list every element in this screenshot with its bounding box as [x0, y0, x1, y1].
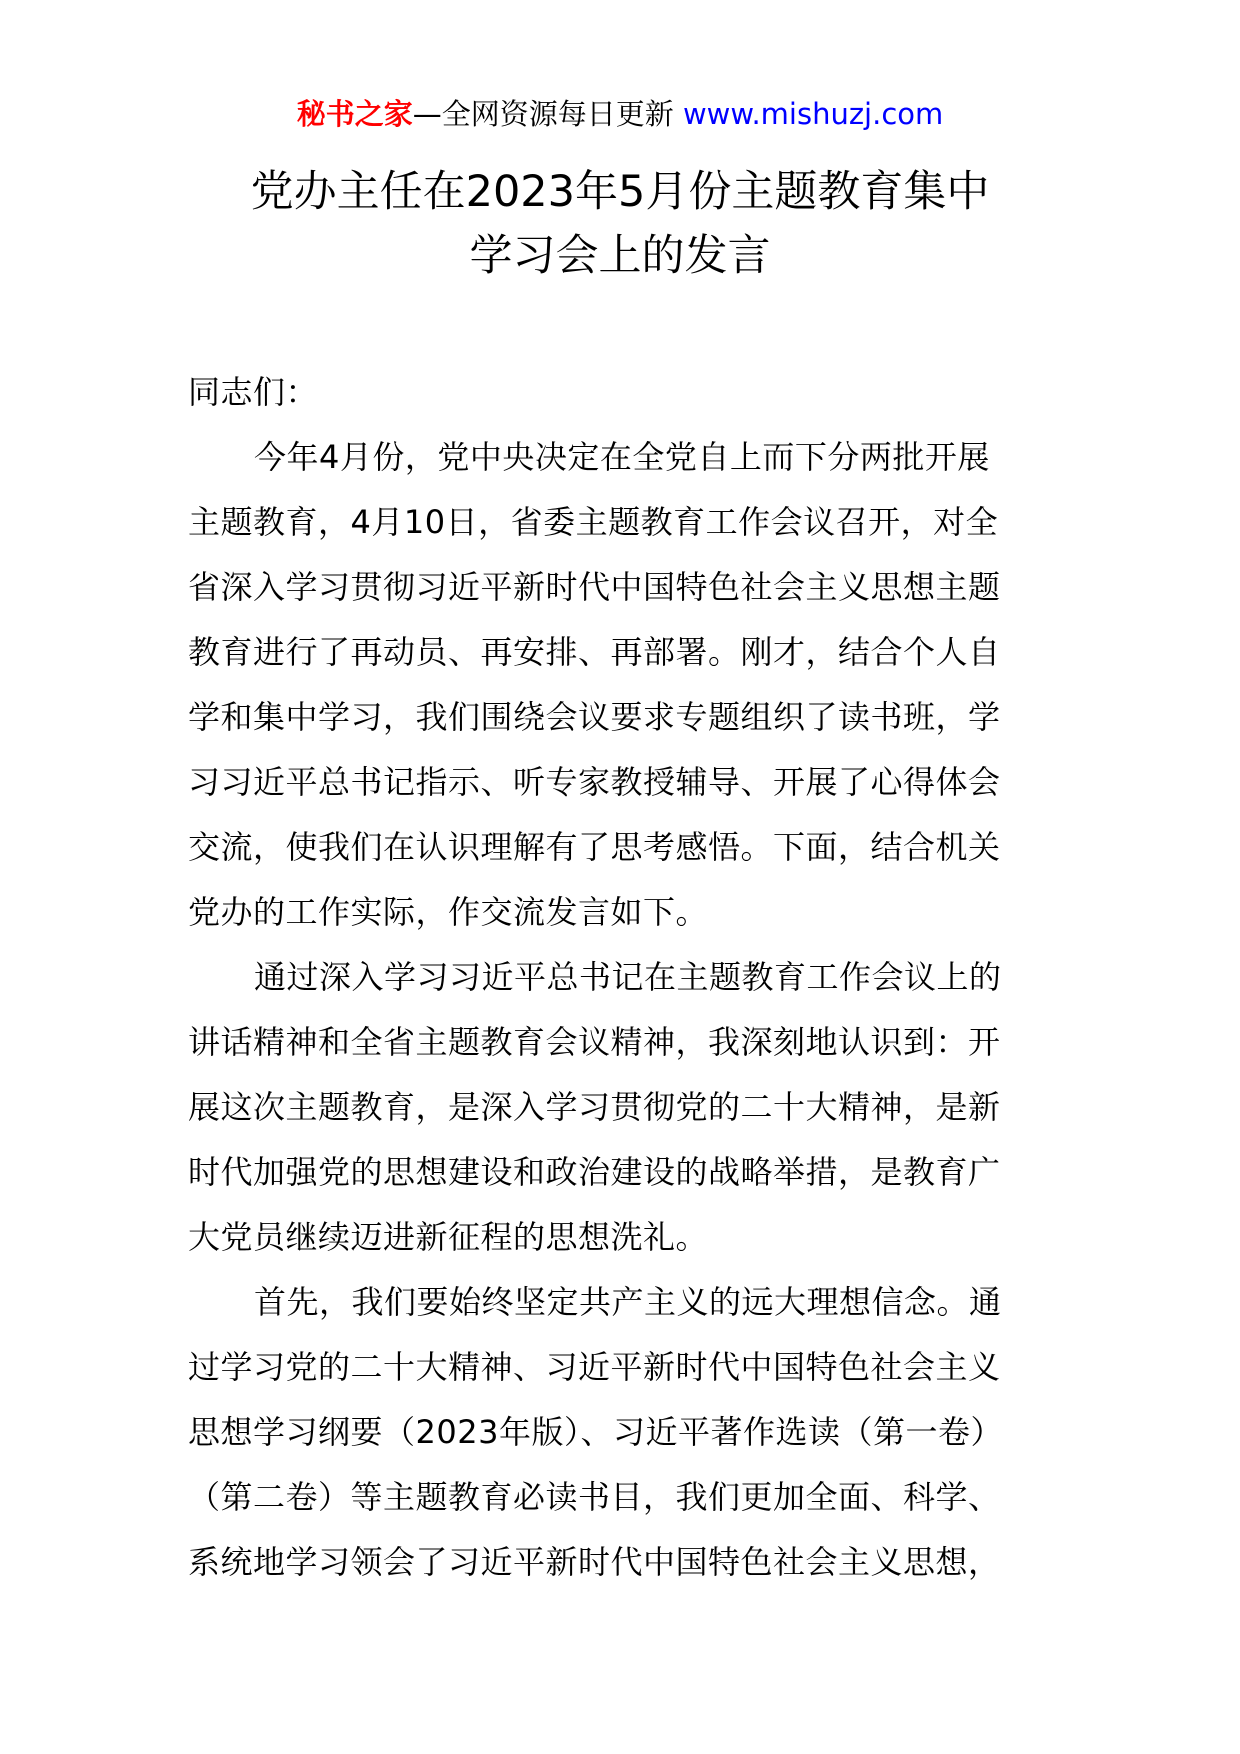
salutation: 同志们：: [188, 373, 319, 411]
paragraph-line: 系统地学习领会了习近平新时代中国特色社会主义思想，: [188, 1543, 1001, 1581]
paragraph-line: 思想学习纲要（2023年版）、习近平著作选读（第一卷）: [188, 1413, 1003, 1451]
paragraph-line: 省深入学习贯彻习近平新时代中国特色社会主义思想主题: [188, 568, 1001, 606]
title-line-1: 党办主任在2023年5月份主题教育集中: [250, 167, 990, 217]
paragraph-line: （第二卷）等主题教育必读书目，我们更加全面、科学、: [188, 1478, 1001, 1516]
paragraph-line: 今年4月份，党中央决定在全党自上而下分两批开展: [254, 438, 990, 476]
paragraph-line: 习习近平总书记指示、听专家教授辅导、开展了心得体会: [188, 763, 1001, 801]
paragraph-line: 交流，使我们在认识理解有了思考感悟。下面，结合机关: [188, 828, 1001, 866]
document-body: [188, 360, 1054, 1595]
paragraph-line: 通过深入学习习近平总书记在主题教育工作会议上的: [254, 958, 1002, 996]
title-line-2: 学习会上的发言: [469, 231, 771, 281]
paragraph-line: 首先，我们要始终坚定共产主义的远大理想信念。通: [254, 1283, 1002, 1321]
paragraph-line: 主题教育，4月10日，省委主题教育工作会议召开，对全: [188, 503, 999, 541]
paragraph-line: 学和集中学习，我们围绕会议要求专题组织了读书班，学: [188, 698, 1001, 736]
paragraph-line: 讲话精神和全省主题教育会议精神，我深刻地认识到：开: [188, 1023, 1001, 1061]
paragraph-line: 大党员继续迈进新征程的思想洗礼。: [188, 1218, 709, 1256]
paragraph-line: 时代加强党的思想建设和政治建设的战略举措，是教育广: [188, 1153, 1001, 1191]
paragraph-line: 党办的工作实际，作交流发言如下。: [188, 893, 709, 931]
site-header: [0, 94, 1240, 134]
paragraph-line: 教育进行了再动员、再安排、再部署。刚才，结合个人自: [188, 633, 1001, 671]
site-brand: 秘书之家: [296, 97, 413, 131]
paragraph-line: 展这次主题教育，是深入学习贯彻党的二十大精神，是新: [188, 1088, 1001, 1126]
paragraph-line: 过学习党的二十大精神、习近平新时代中国特色社会主义: [188, 1348, 1001, 1386]
site-tagline: —全网资源每日更新: [412, 97, 683, 131]
site-url-link[interactable]: www.mishuzj.com: [682, 97, 944, 131]
document-title: [0, 160, 1240, 288]
